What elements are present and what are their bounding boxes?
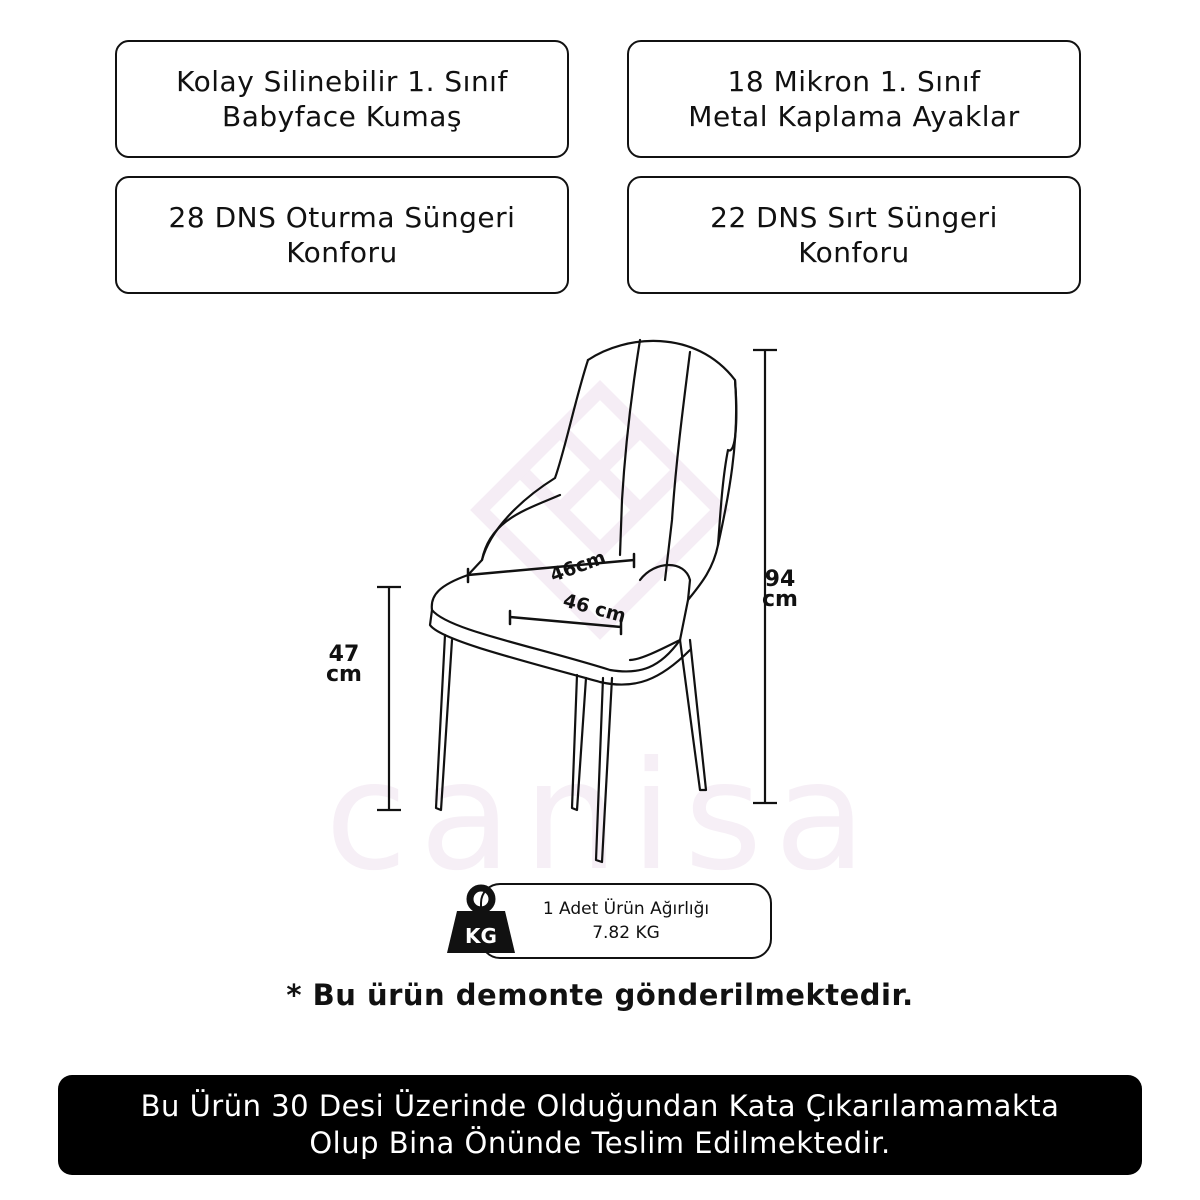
dimension-value: 47 [328, 642, 360, 667]
feature-line: 22 DNS Sırt Süngeri [710, 201, 998, 234]
chair-leg [596, 678, 612, 862]
delivery-banner [58, 1075, 1142, 1175]
feature-line: 18 Mikron 1. Sınıf [727, 65, 981, 98]
chair-leg [572, 675, 586, 810]
feature-line: Babyface Kumaş [222, 100, 462, 133]
weight-info [480, 883, 772, 959]
weight-label: 1 Adet Ürün Ağırlığı [542, 899, 710, 919]
brand-watermark: canisa [325, 730, 879, 904]
feature-line: 28 DNS Oturma Süngeri [168, 201, 516, 234]
seat-width-label: 46 cm [560, 589, 629, 628]
chair-leg [680, 640, 706, 790]
total-height-label [762, 567, 798, 612]
kg-icon-label: KG [465, 924, 497, 948]
delivery-line: Olup Bina Önünde Teslim Edilmektedir. [309, 1126, 891, 1160]
seat-height-label [326, 642, 362, 687]
feature-line: Kolay Silinebilir 1. Sınıf [176, 65, 508, 98]
delivery-line: Bu Ürün 30 Desi Üzerinde Olduğundan Kata Çıkarılamamakta [140, 1089, 1060, 1123]
chair-leg [436, 635, 452, 810]
disassembled-note: * Bu ürün demonte gönderilmektedir. [286, 978, 914, 1012]
dimension-unit: cm [326, 662, 362, 687]
watermark-logo-shape [480, 390, 720, 630]
feature-line: Metal Kaplama Ayaklar [688, 100, 1020, 133]
weight-kg-icon [443, 883, 519, 959]
seat-depth-label: 46cm [547, 546, 609, 587]
dimension-value: 94 [764, 567, 796, 592]
feature-line: Konforu [798, 236, 910, 269]
weight-value: 7.82 KG [592, 923, 660, 943]
feature-line: Konforu [286, 236, 398, 269]
dimension-unit: cm [762, 587, 798, 612]
